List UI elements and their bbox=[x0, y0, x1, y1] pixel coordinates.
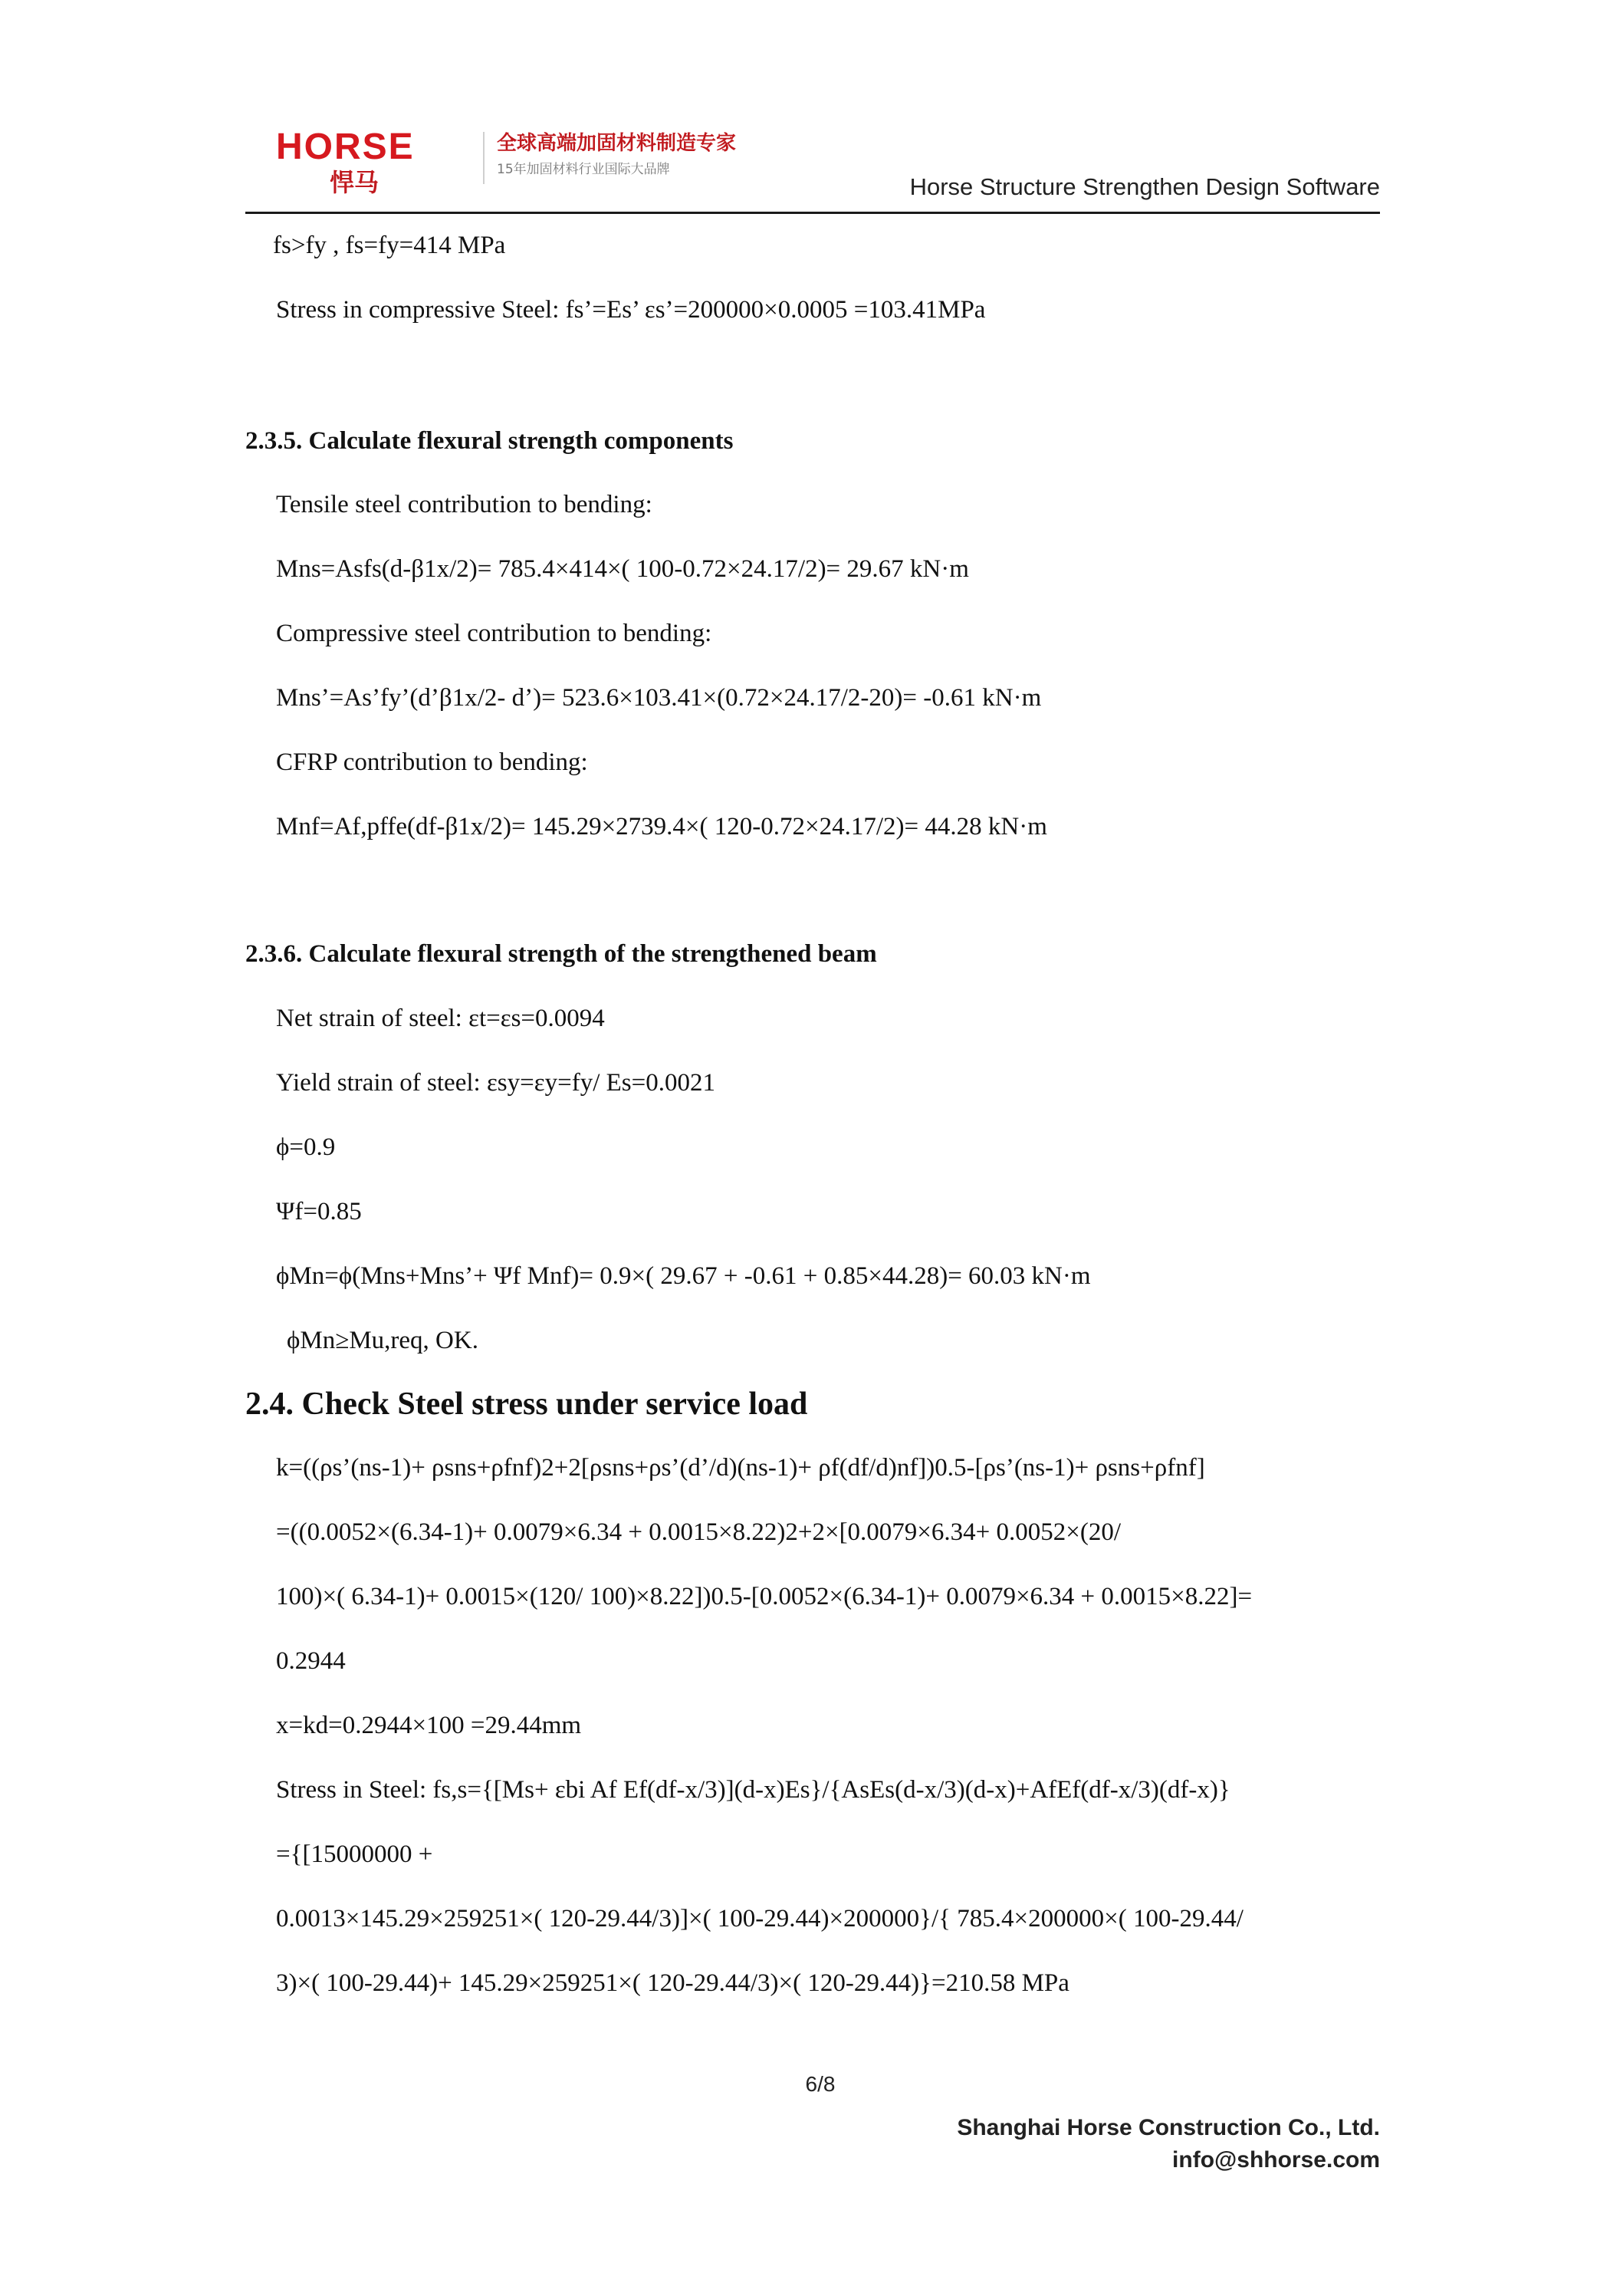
k-substitution-2: 100)×( 6.34-1)+ 0.0015×(120/ 100)×8.22])0.5-[0.0052×(6.34-1)+ 0.0079×6.34 + 0.0015×8.22]= bbox=[276, 1583, 1253, 1610]
page-header bbox=[276, 129, 1380, 212]
design-moment-equation: ϕMn=ϕ(Mns+Mns’+ Ψf Mnf)= 0.9×( 29.67 + -0.61 + 0.85×44.28)= 60.03 kN·m bbox=[276, 1262, 1091, 1290]
section-heading-2-3-6: 2.3.6. Calculate flexural strength of the strengthened beam bbox=[245, 940, 877, 968]
section-heading-2-3-5: 2.3.5. Calculate flexural strength components bbox=[245, 427, 734, 455]
psi-line: Ψf=0.85 bbox=[276, 1198, 362, 1225]
logo-divider bbox=[483, 132, 485, 184]
page-number: 6/8 bbox=[805, 2072, 836, 2096]
tensile-moment-equation: Mns=Asfs(d-β1x/2)= 785.4×414×( 100-0.72×24.17/2)= 29.67 kN·m bbox=[276, 555, 969, 583]
check-result-line: ϕMn≥Mu,req, OK. bbox=[287, 1327, 478, 1354]
software-title: Horse Structure Strengthen Design Software bbox=[909, 173, 1380, 200]
compressive-contribution-label: Compressive steel contribution to bending: bbox=[276, 620, 712, 647]
neutral-axis-line: x=kd=0.2944×100 =29.44mm bbox=[276, 1712, 582, 1739]
steel-stress-result: 3)×( 100-29.44)+ 145.29×259251×( 120-29.44/3)×( 120-29.44)}=210.58 MPa bbox=[276, 1969, 1069, 1997]
compressive-moment-equation: Mns’=As’fy’(d’β1x/2- d’)= 523.6×103.41×(0.72×24.17/2-20)= -0.61 kN·m bbox=[276, 684, 1042, 712]
horse-logo bbox=[276, 129, 475, 198]
cfrp-contribution-label: CFRP contribution to bending: bbox=[276, 748, 588, 776]
header-rule bbox=[245, 212, 1380, 214]
k-substitution-1: =((0.0052×(6.34-1)+ 0.0079×6.34 + 0.0015×8.22)2+2×[0.0079×6.34+ 0.0052×(20/ bbox=[276, 1518, 1122, 1546]
steel-stress-formula: Stress in Steel: fs,s={[Ms+ εbi Af Ef(df-x/3)](d-x)Es}/{AsEs(d-x/3)(d-x)+AfEf(df-x/3)(df-x)} bbox=[276, 1776, 1230, 1804]
cfrp-moment-equation: Mnf=Af,pffe(df-β1x/2)= 145.29×2739.4×( 120-0.72×24.17/2)= 44.28 kN·m bbox=[276, 813, 1047, 840]
steel-stress-substitution-1: ={[15000000 + bbox=[276, 1840, 433, 1868]
steel-stress-substitution-2: 0.0013×145.29×259251×( 120-29.44/3)]×( 100-29.44)×200000}/{ 785.4×200000×( 100-29.44/ bbox=[276, 1905, 1244, 1933]
brand-subtagline: 15年加固材料行业国际大品牌 bbox=[497, 162, 670, 177]
k-formula: k=((ρs’(ns-1)+ ρsns+ρfnf)2+2[ρsns+ρs’(d’/d)(ns-1)+ ρf(df/d)nf])0.5-[ρs’(ns-1)+ ρsns+ρfnf] bbox=[276, 1454, 1205, 1482]
yield-strain-line: Yield strain of steel: εsy=εy=fy/ Es=0.0021 bbox=[276, 1069, 715, 1097]
compressive-steel-stress-line: Stress in compressive Steel: fs’=Es’ εs’=200000×0.0005 =103.41MPa bbox=[276, 296, 986, 324]
brand-tagline: 全球高端加固材料制造专家 bbox=[497, 132, 737, 155]
section-heading-2-4: 2.4. Check Steel stress under service load bbox=[245, 1386, 808, 1422]
tensile-contribution-label: Tensile steel contribution to bending: bbox=[276, 491, 652, 518]
logo-wordmark: HORSE bbox=[276, 127, 415, 167]
net-strain-line: Net strain of steel: εt=εs=0.0094 bbox=[276, 1005, 605, 1032]
phi-line: ϕ=0.9 bbox=[276, 1133, 336, 1161]
steel-yield-line: fs>fy , fs=fy=414 MPa bbox=[273, 232, 506, 259]
k-result: 0.2944 bbox=[276, 1647, 346, 1675]
logo-chinese-name: 悍马 bbox=[330, 168, 379, 197]
company-name: Shanghai Horse Construction Co., Ltd. bbox=[957, 2115, 1380, 2140]
contact-email: info@shhorse.com bbox=[1172, 2147, 1380, 2173]
